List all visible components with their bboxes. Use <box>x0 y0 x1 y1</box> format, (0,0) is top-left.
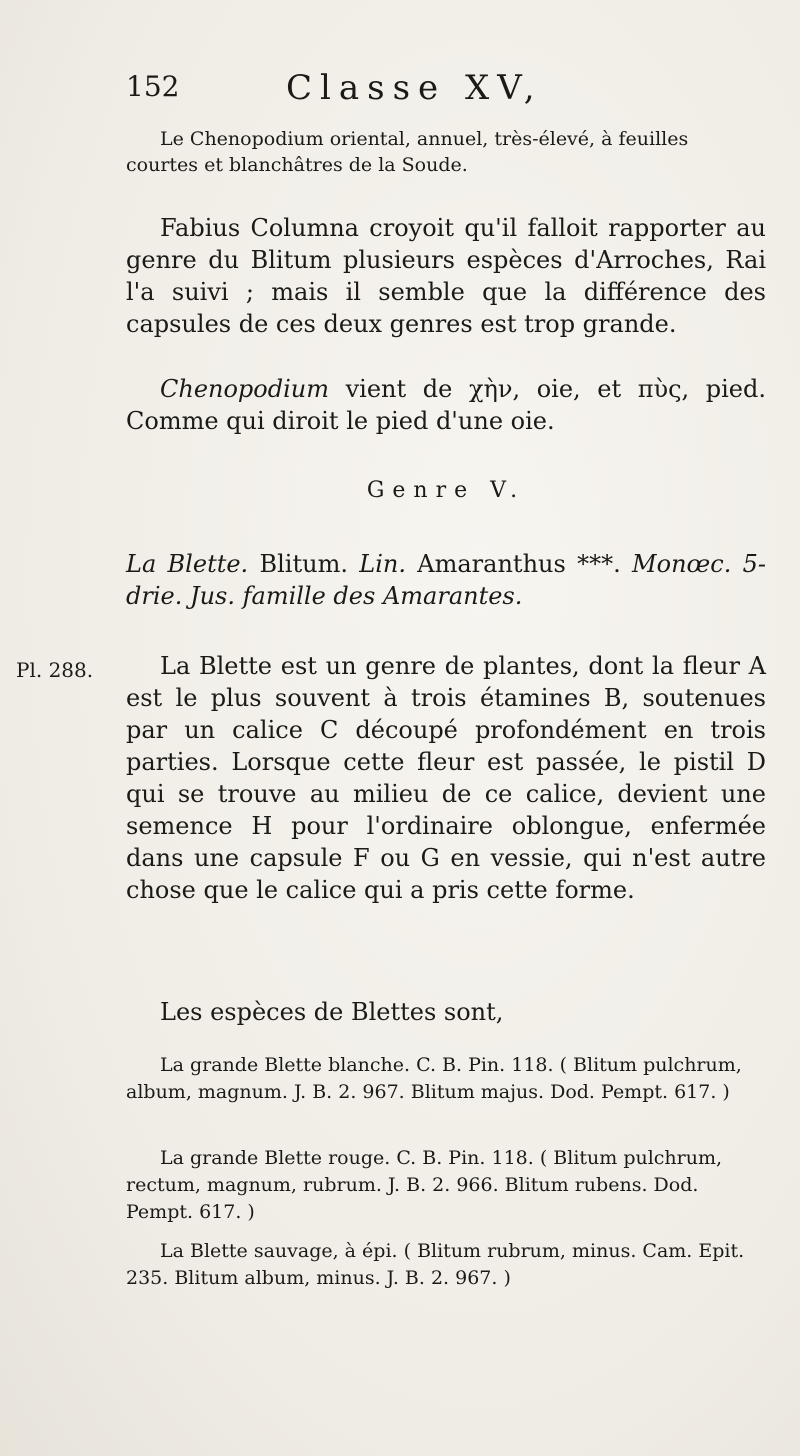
genre-heading: Genre V. <box>366 478 526 503</box>
paragraph-fabius: Fabius Columna croyoit qu'il falloit rapporter au genre du Blitum plusieurs espèces d'Arroches, Rai l'a suivi ; mais il semble que la différence des capsules de ces deux genres est trop grande. <box>126 214 766 338</box>
genre-name: La Blette. <box>126 550 249 578</box>
etymology-text: vient de χὴν, oie, et πὺς, pied. Comme qui diroit le pied d'une oie. <box>126 375 766 435</box>
genre-lin: Lin. <box>359 550 406 578</box>
species-intro: Les espèces de Blettes sont, <box>160 998 504 1026</box>
species-item: La Blette sauvage, à épi. ( Blitum rubrum, minus. Cam. Epit. 235. Blitum album, minus. J. B. 2. 967. ) <box>126 1240 745 1289</box>
genre-amaranthus: Amaranthus ***. <box>405 550 633 578</box>
paragraph-etymology <box>126 373 766 437</box>
intro-note: Le Chenopodium oriental, annuel, très-élevé, à feuilles courtes et blanchâtres de la Soude. <box>126 128 689 176</box>
paragraph-description: La Blette est un genre de plantes, dont la fleur A est le plus souvent à trois étamines B, soutenues par un calice C découpé profondément en trois parties. Lorsque cette fleur est passée, le pistil D qui se trouve au milieu de ce calice, devient une semence H pour l'ordinaire oblongue, enfermée dans une capsule F ou G en vessie, qui n'est autre chose que le calice qui a pris cette forme. <box>126 652 766 904</box>
page-number: 152 <box>126 70 180 103</box>
genre-latin: Blitum. <box>248 550 360 578</box>
plate-reference: Pl. 288. <box>16 658 94 682</box>
genre-title <box>126 548 766 612</box>
etymology-term: Chenopodium <box>160 375 329 403</box>
page-header <box>126 70 626 110</box>
genre-family: Monœc. 5-drie. Jus. famille des Amarantes. <box>126 550 767 610</box>
species-item: La grande Blette rouge. C. B. Pin. 118. ( Blitum pulchrum, rectum, magnum, rubrum. J. B. 2. 966. Blitum rubens. Dod. Pempt. 617. ) <box>126 1147 723 1223</box>
species-item: La grande Blette blanche. C. B. Pin. 118. ( Blitum pulchrum, album, magnum. J. B. 2. 967. Blitum majus. Dod. Pempt. 617. ) <box>126 1054 742 1103</box>
class-title: Classe XV, <box>286 68 543 108</box>
